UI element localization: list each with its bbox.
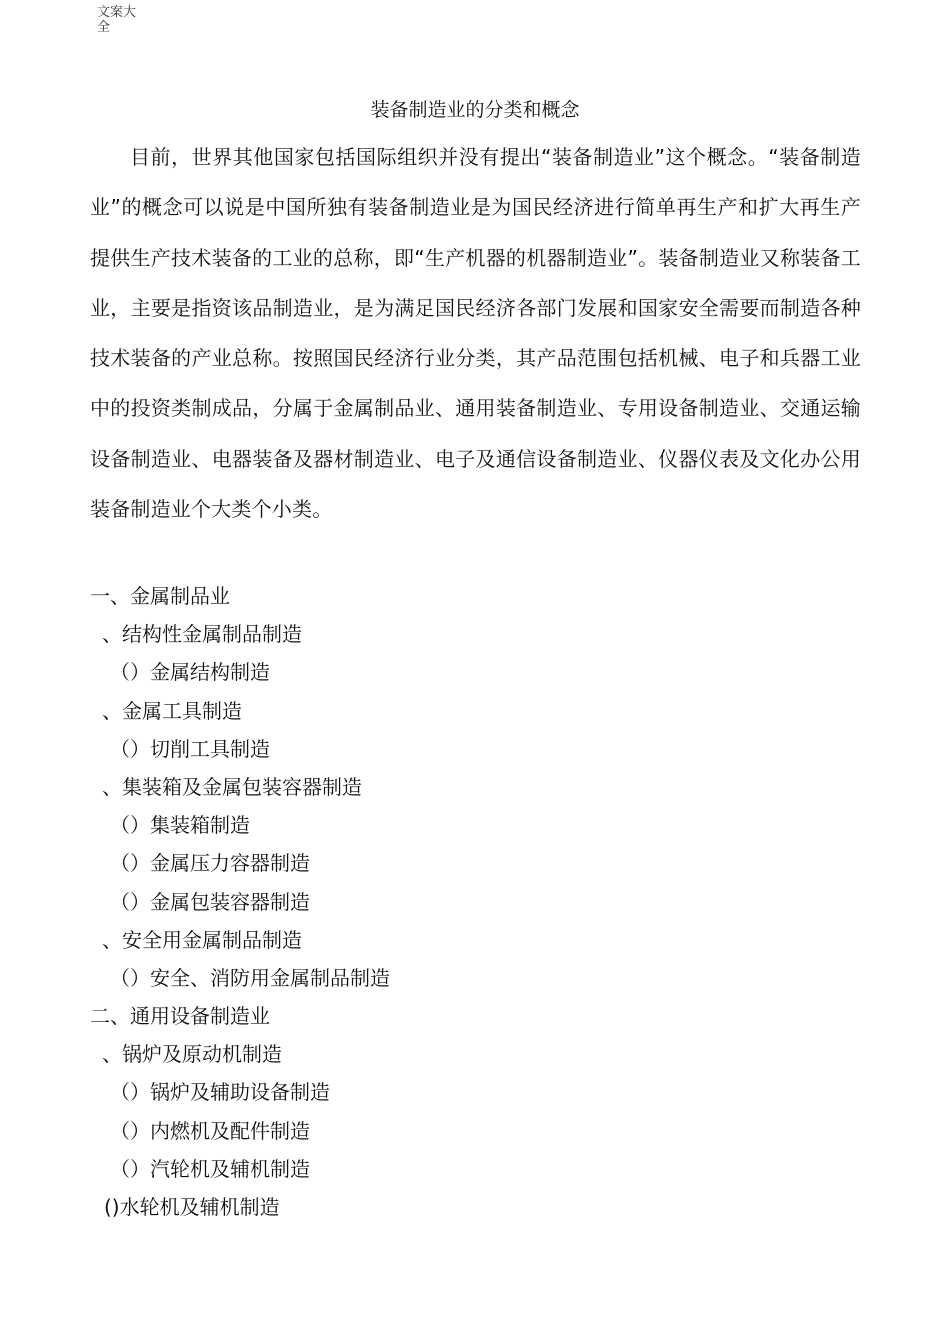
outline-item: （）锅炉及辅助设备制造 xyxy=(110,1080,330,1105)
outline-item: ()水轮机及辅机制造 xyxy=(104,1195,280,1219)
outline-item: 、安全用金属制品制造 xyxy=(102,927,302,952)
outline-item: （）汽轮机及辅机制造 xyxy=(110,1156,310,1181)
outline-item: （）内燃机及配件制造 xyxy=(110,1118,310,1143)
outline-item: （）安全、消防用金属制品制造 xyxy=(110,965,390,990)
outline-item: 、锅炉及原动机制造 xyxy=(102,1042,282,1067)
outline-item: 、集装箱及金属包装容器制造 xyxy=(102,774,362,799)
intro-paragraph: 目前，世界其他国家包括国际组织并没有提出“装备制造业”这个概念。“装备制造业”的概念可以说是中国所独有装备制造业是为国民经济进行简单再生产和扩大再生产提供生产技术装备的工业的总称，即“生产机器的机器制造业”。装备制造业又称装备工业，主要是指资该品制造业，是为满足国民经济各部门发展和国家安全需要而制造各种技术装备的产业总称。按照国民经济行业分类，其产品范围包括机械、电子和兵器工业中的投资类制成品，分属于金属制品业、通用装备制造业、专用设备制造业、交通运输设备制造业、电器装备及器材制造业、电子及通信设备制造业、仪器仪表及文化办公用装备制造业个大类个小类。 xyxy=(90,145,861,522)
outline-item: 一、金属制品业 xyxy=(90,584,230,608)
outline-item: （）金属包装容器制造 xyxy=(110,889,310,914)
outline-item: 、结构性金属制品制造 xyxy=(102,622,302,647)
outline-item: （）金属结构制造 xyxy=(110,660,270,685)
classification-outline xyxy=(90,578,870,1227)
header-note: 文案大全 xyxy=(97,5,137,35)
outline-item: （）金属压力容器制造 xyxy=(110,851,310,876)
outline-item: 、金属工具制造 xyxy=(102,698,242,723)
outline-item: （）集装箱制造 xyxy=(110,813,250,838)
document-title: 装备制造业的分类和概念 xyxy=(370,99,580,121)
outline-item: （）切削工具制造 xyxy=(110,736,270,761)
outline-item: 二、通用设备制造业 xyxy=(90,1004,270,1029)
